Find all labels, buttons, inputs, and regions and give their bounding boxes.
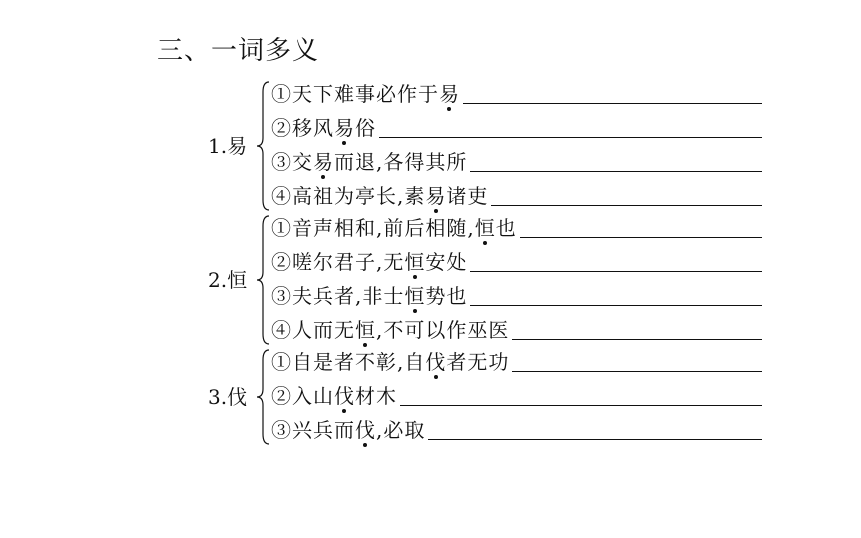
sentence-text: ②入山伐材木 <box>271 384 397 408</box>
sentence-text: ②嗟尔君子,无恒安处 <box>271 250 468 274</box>
sentence-item <box>271 146 771 178</box>
sentence-item <box>271 380 771 412</box>
curly-brace-icon <box>252 212 272 348</box>
emphasis-dot-icon <box>413 309 417 313</box>
section-heading: 三、一词多义 <box>157 36 320 66</box>
word-label: 1.易 <box>208 134 248 158</box>
emphasis-dot-icon <box>342 141 346 145</box>
word-label: 3.伐 <box>208 385 248 409</box>
word-group <box>0 346 861 448</box>
sentence-text: ①音声相和,前后相随,恒也 <box>271 216 517 240</box>
emphasis-dot-icon <box>447 107 451 111</box>
sentence-text: ④人而无恒,不可以作巫医 <box>271 318 510 342</box>
word-label: 2.恒 <box>208 268 248 292</box>
sentence-text: ①自是者不彰,自伐者无功 <box>271 350 510 374</box>
sentence-item <box>271 246 771 278</box>
answer-blank[interactable] <box>470 171 762 172</box>
word-group <box>0 212 861 348</box>
answer-blank[interactable] <box>520 237 762 238</box>
sentence-item <box>271 112 771 144</box>
answer-blank[interactable] <box>512 371 762 372</box>
answer-blank[interactable] <box>470 305 762 306</box>
emphasis-dot-icon <box>413 275 417 279</box>
sentence-text: ③夫兵者,非士恒势也 <box>271 284 468 308</box>
answer-blank[interactable] <box>379 137 762 138</box>
answer-blank[interactable] <box>491 205 762 206</box>
answer-blank[interactable] <box>512 339 762 340</box>
sentence-item <box>271 314 771 346</box>
word-group <box>0 78 861 214</box>
sentence-text: ④高祖为亭长,素易诸吏 <box>271 184 489 208</box>
curly-brace-icon <box>252 346 272 448</box>
sentence-item <box>271 414 771 446</box>
emphasis-dot-icon <box>483 241 487 245</box>
answer-blank[interactable] <box>470 271 762 272</box>
emphasis-dot-icon <box>363 443 367 447</box>
sentence-text: ③交易而退,各得其所 <box>271 150 468 174</box>
sentence-item <box>271 78 771 110</box>
sentence-text: ②移风易俗 <box>271 116 376 140</box>
sentence-item <box>271 212 771 244</box>
curly-brace-icon <box>252 78 272 214</box>
emphasis-dot-icon <box>342 409 346 413</box>
answer-blank[interactable] <box>463 103 762 104</box>
answer-blank[interactable] <box>428 439 762 440</box>
sentence-item <box>271 346 771 378</box>
emphasis-dot-icon <box>434 375 438 379</box>
sentence-item <box>271 180 771 212</box>
sentence-text: ①天下难事必作于易 <box>271 82 460 106</box>
emphasis-dot-icon <box>321 175 325 179</box>
sentence-item <box>271 280 771 312</box>
sentence-text: ③兴兵而伐,必取 <box>271 418 426 442</box>
answer-blank[interactable] <box>400 405 762 406</box>
